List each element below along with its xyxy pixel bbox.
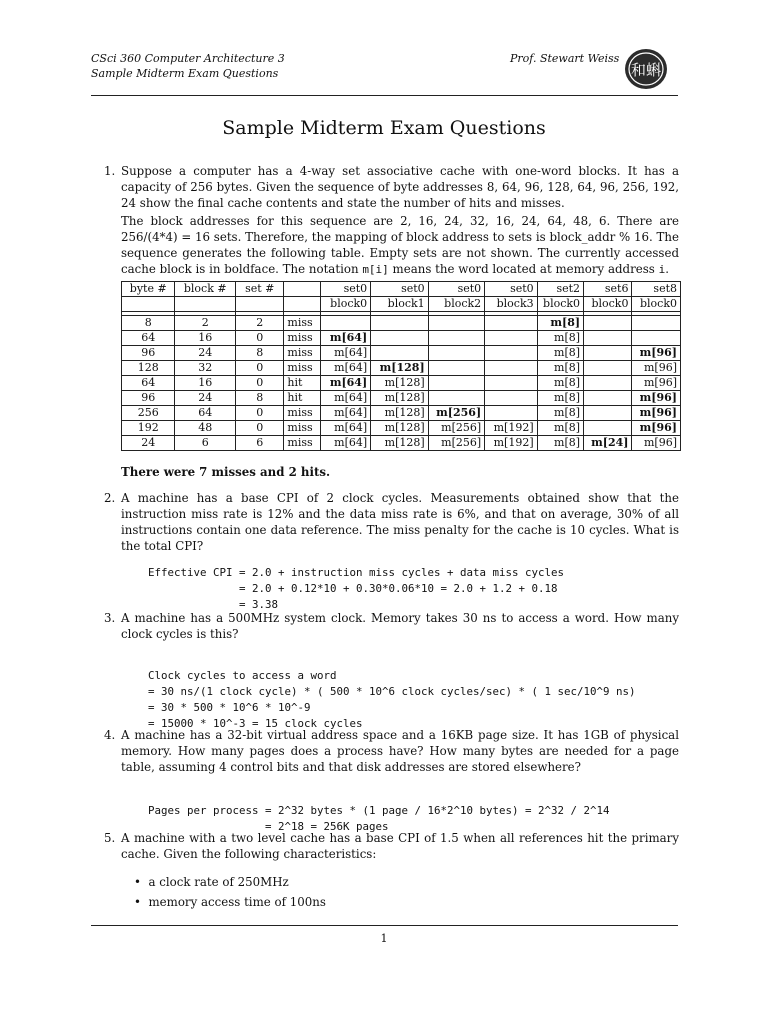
page-title: Sample Midterm Exam Questions bbox=[222, 117, 546, 139]
page-number: 1 bbox=[380, 932, 388, 945]
code-line: Clock cycles to access a word bbox=[148, 669, 337, 682]
table-cell: m[128] bbox=[371, 421, 429, 436]
table-cell: m[96] bbox=[632, 421, 681, 436]
table-cell: 96 bbox=[122, 346, 175, 361]
table-cell bbox=[584, 406, 632, 421]
table-cell bbox=[428, 316, 485, 331]
table-cell: 0 bbox=[236, 361, 284, 376]
table-cell: m[64] bbox=[320, 391, 370, 406]
code-line: = 2^18 = 256K pages bbox=[148, 820, 389, 833]
question-1-text: Suppose a computer has a 4-way set associative cache with one-word blocks. It has a capacity of 256 bytes. Given the sequence of byte addresses 8, 64, 96, 128, 64, 96, 256, 192, 24 show the final cache contents and state the number of hits and misses. bbox=[121, 164, 679, 210]
table-cell: miss bbox=[284, 331, 320, 346]
table-cell bbox=[584, 346, 632, 361]
question-4-number: 4. bbox=[104, 728, 116, 742]
table-cell: block1 bbox=[371, 297, 429, 312]
table-cell: 64 bbox=[175, 406, 236, 421]
bullet-item: • memory access time of 100ns bbox=[134, 895, 326, 909]
code-line: = 30 * 500 * 10^6 * 10^-9 bbox=[148, 701, 311, 714]
table-cell: m[8] bbox=[537, 406, 583, 421]
table-cell: m[64] bbox=[320, 331, 370, 346]
table-cell bbox=[428, 331, 485, 346]
table-cell: m[64] bbox=[320, 421, 370, 436]
question-3-text: A machine has a 500MHz system clock. Memory takes 30 ns to access a word. How many clock cycles is this? bbox=[121, 611, 679, 641]
table-cell: 6 bbox=[175, 436, 236, 451]
table-cell: m[64] bbox=[320, 376, 370, 391]
table-cell: set8 bbox=[632, 282, 681, 297]
table-cell: m[256] bbox=[428, 436, 485, 451]
table-cell: m[64] bbox=[320, 346, 370, 361]
table-row bbox=[122, 421, 681, 436]
table-cell bbox=[428, 376, 485, 391]
course-title: CSci 360 Computer Architecture 3 bbox=[91, 52, 285, 65]
table-cell: 8 bbox=[236, 346, 284, 361]
table-cell: m[8] bbox=[537, 376, 583, 391]
table-cell: block2 bbox=[428, 297, 485, 312]
table-cell: m[96] bbox=[632, 361, 681, 376]
question-1-answer-text: The block addresses for this sequence are 2, 16, 24, 32, 16, 24, 64, 48, 6. There are 256/(4*4) = 16 sets. Therefore, the mapping of block address to sets is block_addr % 16. The sequence generates the following table. Empty sets are not shown. The currently accessed cache block is in boldface. The notation m[i] means the word located at memory address i. bbox=[121, 214, 679, 276]
table-cell bbox=[584, 331, 632, 346]
table-cell bbox=[284, 297, 320, 312]
table-cell: m[256] bbox=[428, 421, 485, 436]
table-cell bbox=[485, 361, 537, 376]
code-line: = 2.0 + 0.12*10 + 0.30*0.06*10 = 2.0 + 1.2 + 0.18 bbox=[148, 582, 558, 595]
table-cell: block0 bbox=[320, 297, 370, 312]
header-rule bbox=[91, 95, 678, 96]
professor-name: Prof. Stewart Weiss bbox=[510, 52, 620, 65]
table-cell: 24 bbox=[175, 391, 236, 406]
table-cell bbox=[485, 376, 537, 391]
table-cell: 64 bbox=[122, 376, 175, 391]
table-cell: m[128] bbox=[371, 391, 429, 406]
table-cell: 2 bbox=[236, 316, 284, 331]
running-header-left bbox=[91, 51, 285, 81]
table-cell: m[64] bbox=[320, 436, 370, 451]
table-cell: 0 bbox=[236, 406, 284, 421]
table-cell: 8 bbox=[122, 316, 175, 331]
table-cell bbox=[485, 331, 537, 346]
table-cell: 24 bbox=[175, 346, 236, 361]
table-cell: m[8] bbox=[537, 421, 583, 436]
table-cell: set0 bbox=[371, 282, 429, 297]
table-cell: set0 bbox=[485, 282, 537, 297]
table-cell bbox=[122, 297, 175, 312]
table-cell: m[96] bbox=[632, 376, 681, 391]
table-cell bbox=[632, 331, 681, 346]
table-cell: m[96] bbox=[632, 436, 681, 451]
question-1-number: 1. bbox=[104, 164, 116, 178]
header-subtitle: Sample Midterm Exam Questions bbox=[91, 67, 279, 80]
cache-contents-table bbox=[121, 281, 681, 451]
table-cell: 0 bbox=[236, 376, 284, 391]
table-cell: 128 bbox=[122, 361, 175, 376]
table-cell bbox=[584, 361, 632, 376]
table-cell: 8 bbox=[236, 391, 284, 406]
table-cell: block # bbox=[175, 282, 236, 297]
table-cell: m[64] bbox=[320, 361, 370, 376]
table-cell bbox=[584, 376, 632, 391]
table-cell bbox=[371, 331, 429, 346]
table-row bbox=[122, 376, 681, 391]
table-cell: m[8] bbox=[537, 331, 583, 346]
table-cell: set0 bbox=[320, 282, 370, 297]
table-header-row bbox=[122, 297, 681, 312]
table-cell: miss bbox=[284, 436, 320, 451]
table-cell bbox=[428, 391, 485, 406]
table-row bbox=[122, 406, 681, 421]
table-row bbox=[122, 331, 681, 346]
question-2-number: 2. bbox=[104, 491, 116, 505]
table-cell: 0 bbox=[236, 421, 284, 436]
table-row bbox=[122, 361, 681, 376]
table-cell: m[256] bbox=[428, 406, 485, 421]
table-cell: byte # bbox=[122, 282, 175, 297]
question-5-number: 5. bbox=[104, 831, 116, 845]
table-cell: 32 bbox=[175, 361, 236, 376]
university-logo-icon bbox=[620, 47, 668, 91]
table-cell: 16 bbox=[175, 331, 236, 346]
table-cell bbox=[371, 346, 429, 361]
code-line: Pages per process = 2^32 bytes * (1 page / 16*2^10 bytes) = 2^32 / 2^14 bbox=[148, 804, 610, 817]
table-cell: block3 bbox=[485, 297, 537, 312]
table-cell bbox=[584, 421, 632, 436]
table-cell: m[128] bbox=[371, 406, 429, 421]
table-cell: 192 bbox=[122, 421, 175, 436]
table-cell: block0 bbox=[584, 297, 632, 312]
table-row bbox=[122, 436, 681, 451]
table-cell: miss bbox=[284, 361, 320, 376]
table-cell: 256 bbox=[122, 406, 175, 421]
table-cell: m[8] bbox=[537, 316, 583, 331]
table-row bbox=[122, 391, 681, 406]
table-cell: 64 bbox=[122, 331, 175, 346]
table-cell bbox=[632, 316, 681, 331]
table-cell: miss bbox=[284, 316, 320, 331]
table-cell: block0 bbox=[632, 297, 681, 312]
table-cell: 96 bbox=[122, 391, 175, 406]
table-row bbox=[122, 346, 681, 361]
table-cell: 6 bbox=[236, 436, 284, 451]
table-cell bbox=[584, 316, 632, 331]
footer-rule bbox=[91, 925, 678, 926]
table-cell bbox=[284, 282, 320, 297]
table-header-row bbox=[122, 282, 681, 297]
table-cell: 0 bbox=[236, 331, 284, 346]
table-cell: m[64] bbox=[320, 406, 370, 421]
question-4-text: A machine has a 32-bit virtual address space and a 16KB page size. It has 1GB of physical memory. How many pages does a process have? How many bytes are needed for a page table, assuming 4 control bits and that disk addresses are stored elsewhere? bbox=[121, 728, 679, 774]
table-cell: m[128] bbox=[371, 436, 429, 451]
table-cell bbox=[236, 297, 284, 312]
table-cell: set6 bbox=[584, 282, 632, 297]
code-line: Effective CPI = 2.0 + instruction miss cycles + data miss cycles bbox=[148, 566, 565, 579]
question-2-text: A machine has a base CPI of 2 clock cycles. Measurements obtained show that the instruction miss rate is 12% and the data miss rate is 6%, and that on average, 30% of all instructions contain one data reference. The miss penalty for the cache is 10 cycles. What is the total CPI? bbox=[121, 491, 679, 553]
table-cell: m[192] bbox=[485, 436, 537, 451]
code-line: = 3.38 bbox=[148, 598, 279, 611]
table-cell: m[96] bbox=[632, 391, 681, 406]
table-cell: 24 bbox=[122, 436, 175, 451]
table-row bbox=[122, 316, 681, 331]
table-cell: 2 bbox=[175, 316, 236, 331]
table-cell: m[128] bbox=[371, 361, 429, 376]
table-cell: m[8] bbox=[537, 391, 583, 406]
table-cell: m[24] bbox=[584, 436, 632, 451]
table-cell: hit bbox=[284, 391, 320, 406]
table-cell: m[96] bbox=[632, 346, 681, 361]
table-cell: m[8] bbox=[537, 361, 583, 376]
table-cell: m[8] bbox=[537, 346, 583, 361]
table-cell bbox=[485, 391, 537, 406]
code-line: = 30 ns/(1 clock cycle) * ( 500 * 10^6 clock cycles/sec) * ( 1 sec/10^9 ns) bbox=[148, 685, 636, 698]
table-cell bbox=[428, 346, 485, 361]
logo-glyphs: 和蝌 bbox=[630, 61, 662, 79]
table-cell: 16 bbox=[175, 376, 236, 391]
table-cell: miss bbox=[284, 406, 320, 421]
table-cell: set # bbox=[236, 282, 284, 297]
table-cell bbox=[371, 316, 429, 331]
table-cell: miss bbox=[284, 421, 320, 436]
notation-i: i bbox=[658, 263, 666, 276]
table-cell: set0 bbox=[428, 282, 485, 297]
table-cell bbox=[485, 406, 537, 421]
table-cell: set2 bbox=[537, 282, 583, 297]
notation-m-i: m[i] bbox=[362, 263, 389, 276]
code-line: = 15000 * 10^-3 = 15 clock cycles bbox=[148, 717, 363, 730]
bullet-item: • a clock rate of 250MHz bbox=[134, 875, 289, 889]
table-cell bbox=[485, 346, 537, 361]
table-cell bbox=[175, 297, 236, 312]
table-cell: hit bbox=[284, 376, 320, 391]
question-3-number: 3. bbox=[104, 611, 116, 625]
table-cell: miss bbox=[284, 346, 320, 361]
table-cell: m[8] bbox=[537, 436, 583, 451]
table-cell: block0 bbox=[537, 297, 583, 312]
table-cell bbox=[584, 391, 632, 406]
table-cell: m[128] bbox=[371, 376, 429, 391]
table-cell: m[96] bbox=[632, 406, 681, 421]
hits-misses-summary: There were 7 misses and 2 hits. bbox=[121, 465, 331, 479]
question-5-text: A machine with a two level cache has a base CPI of 1.5 when all references hit the primary cache. Given the following characteristics: bbox=[121, 831, 679, 861]
table-cell bbox=[428, 361, 485, 376]
table-cell: m[192] bbox=[485, 421, 537, 436]
table-cell bbox=[485, 316, 537, 331]
table-cell: 48 bbox=[175, 421, 236, 436]
table-cell bbox=[320, 316, 370, 331]
